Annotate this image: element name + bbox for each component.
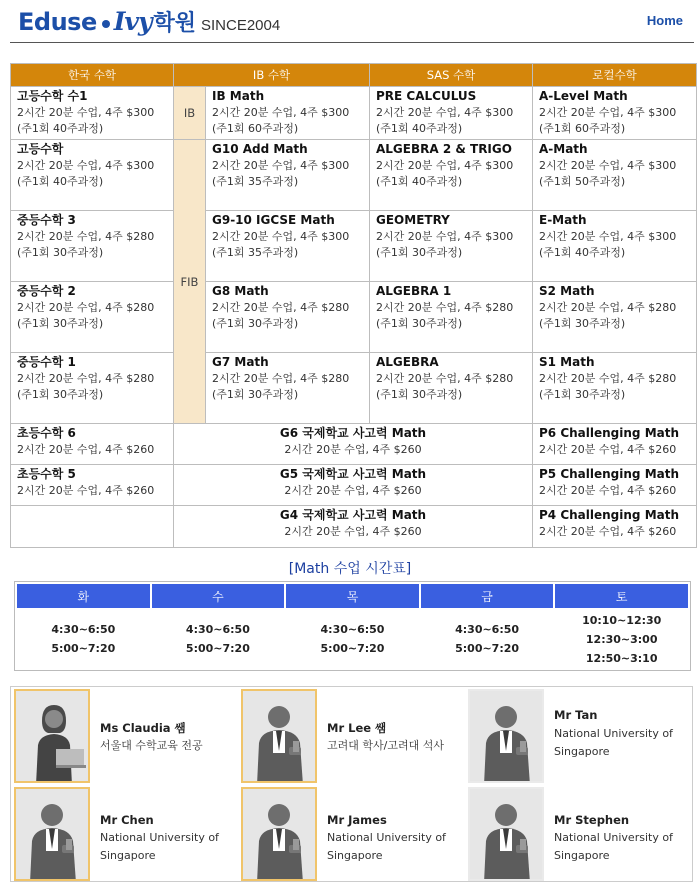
course-title: S2 Math	[539, 284, 595, 298]
course-title: A-Level Math	[539, 89, 628, 103]
course-cell-local	[533, 211, 697, 282]
course-cell-korean	[11, 353, 174, 424]
timetable-day-header: 수	[152, 584, 285, 608]
course-title: G6 국제학교 사고력 Math	[279, 426, 427, 440]
teacher-card[interactable]	[11, 687, 238, 785]
elementary-course-row	[11, 506, 697, 548]
timetable-day-slots	[17, 610, 150, 668]
course-cell-ib	[206, 140, 370, 211]
course-title: G9-10 IGCSE Math	[212, 213, 335, 227]
timetable-slot: 5:00~7:20	[320, 642, 385, 655]
course-cell-local	[533, 140, 697, 211]
course-table	[10, 63, 697, 548]
man-phone-icon	[468, 787, 544, 881]
teacher-description: National University of Singapore	[327, 831, 446, 862]
course-title: 초등수학 5	[17, 467, 76, 481]
course-cell-ib	[206, 87, 370, 140]
fib-side-label: FIB	[174, 140, 206, 424]
timetable-slot: 5:00~7:20	[51, 642, 116, 655]
course-row	[11, 140, 697, 211]
col-header-ib: IB 수학	[174, 64, 370, 87]
course-duration: (주1회 35주과정)	[212, 175, 299, 188]
timetable-slot: 12:50~3:10	[585, 651, 658, 665]
course-title: G8 Math	[212, 284, 269, 298]
course-duration: (주1회 30주과정)	[17, 246, 104, 259]
course-title: P4 Challenging Math	[539, 508, 680, 522]
course-cell-sas	[370, 353, 533, 424]
timetable-day-header: 금	[421, 584, 554, 608]
woman-laptop-icon	[14, 689, 90, 783]
col-header-local: 로컬수학	[533, 64, 697, 87]
course-title: 고등수학 수1	[17, 89, 88, 103]
course-cell-sas	[370, 140, 533, 211]
course-schedule-price: 2시간 20분 수업, 4주 $280	[376, 301, 514, 314]
course-duration: (주1회 40주과정)	[376, 175, 463, 188]
course-cell-ib	[206, 282, 370, 353]
course-schedule-price: 2시간 20분 수업, 4주 $280	[212, 372, 350, 385]
course-title: GEOMETRY	[376, 213, 450, 227]
course-cell-korean	[11, 211, 174, 282]
timetable-day-header: 토	[555, 584, 688, 608]
course-schedule-price: 2시간 20분 수업, 4주 $300	[17, 159, 155, 172]
course-title: PRE CALCULUS	[376, 89, 477, 103]
course-cell-korean	[11, 140, 174, 211]
course-duration: (주1회 30주과정)	[539, 317, 626, 330]
course-schedule-price: 2시간 20분 수업, 4주 $260	[284, 525, 422, 538]
course-schedule-price: 2시간 20분 수업, 4주 $260	[284, 484, 422, 497]
teacher-description: National University of Singapore	[554, 727, 673, 758]
ib-side-label: IB	[174, 87, 206, 140]
course-cell-korean	[11, 87, 174, 140]
timetable-slot: 4:30~6:50	[455, 623, 520, 636]
course-title: A-Math	[539, 142, 588, 156]
course-cell-international	[174, 506, 533, 548]
course-duration: (주1회 40주과정)	[17, 122, 104, 135]
teacher-card[interactable]	[465, 687, 692, 785]
course-title: G5 국제학교 사고력 Math	[279, 467, 427, 481]
logo-hakwon-text: 학원	[153, 11, 196, 36]
course-duration: (주1회 30주과정)	[212, 317, 299, 330]
course-schedule-price: 2시간 20분 수업, 4주 $300	[539, 230, 677, 243]
man-phone-icon	[14, 787, 90, 881]
timetable-slot: 4:30~6:50	[185, 623, 250, 636]
course-duration: (주1회 60주과정)	[212, 122, 299, 135]
course-schedule-price: 2시간 20분 수업, 4주 $300	[376, 159, 514, 172]
course-title: ALGEBRA	[376, 355, 439, 369]
course-title: ALGEBRA 1	[376, 284, 452, 298]
course-schedule-price: 2시간 20분 수업, 4주 $260	[539, 525, 677, 538]
course-schedule-price: 2시간 20분 수업, 4주 $300	[212, 106, 350, 119]
man-phone-icon	[241, 689, 317, 783]
course-title: G7 Math	[212, 355, 269, 369]
course-cell-local	[533, 465, 697, 506]
course-cell-korean	[11, 424, 174, 465]
course-row	[11, 211, 697, 282]
timetable-row	[17, 610, 688, 668]
teacher-name: Ms Claudia 쌤	[100, 721, 186, 735]
course-title: 초등수학 6	[17, 426, 76, 440]
teacher-description: National University of Singapore	[554, 831, 673, 862]
man-phone-icon	[468, 689, 544, 783]
course-cell-sas	[370, 87, 533, 140]
course-schedule-price: 2시간 20분 수업, 4주 $260	[17, 484, 155, 497]
teacher-name: Mr Lee 쌤	[327, 721, 387, 735]
course-title: P5 Challenging Math	[539, 467, 680, 481]
course-schedule-price: 2시간 20분 수업, 4주 $260	[539, 443, 677, 456]
course-schedule-price: 2시간 20분 수업, 4주 $300	[212, 230, 350, 243]
timetable-slot: 4:30~6:50	[51, 623, 116, 636]
course-title: 중등수학 2	[17, 284, 76, 298]
timetable-day-slots	[286, 610, 419, 668]
timetable-slot: 5:00~7:20	[455, 642, 520, 655]
course-duration: (주1회 35주과정)	[212, 246, 299, 259]
course-schedule-price: 2시간 20분 수업, 4주 $260	[539, 484, 677, 497]
course-title: S1 Math	[539, 355, 595, 369]
timetable-day-slots	[152, 610, 285, 668]
course-duration: (주1회 30주과정)	[17, 317, 104, 330]
timetable-day-slots	[421, 610, 554, 668]
logo-ivy-text: Ivy	[113, 7, 152, 36]
course-title: P6 Challenging Math	[539, 426, 680, 440]
course-cell-local	[533, 87, 697, 140]
logo-dot-icon	[102, 20, 110, 28]
course-cell-ib	[206, 353, 370, 424]
teacher-card[interactable]	[465, 785, 692, 883]
course-schedule-price: 2시간 20분 수업, 4주 $280	[539, 372, 677, 385]
elementary-course-row	[11, 465, 697, 506]
course-schedule-price: 2시간 20분 수업, 4주 $300	[376, 106, 514, 119]
site-header	[0, 0, 700, 44]
teacher-grid	[10, 686, 693, 882]
course-schedule-price: 2시간 20분 수업, 4주 $280	[212, 301, 350, 314]
course-cell-local	[533, 424, 697, 465]
course-cell-korean	[11, 465, 174, 506]
course-duration: (주1회 40주과정)	[539, 246, 626, 259]
timetable-day-header: 화	[17, 584, 150, 608]
teacher-description: 고려대 학사/고려대 석사	[327, 739, 444, 752]
timetable-slot: 4:30~6:50	[320, 623, 385, 636]
course-title: G4 국제학교 사고력 Math	[279, 508, 427, 522]
course-cell-korean	[11, 506, 174, 548]
course-schedule-price: 2시간 20분 수업, 4주 $280	[17, 301, 155, 314]
course-schedule-price: 2시간 20분 수업, 4주 $300	[17, 106, 155, 119]
course-duration: (주1회 40주과정)	[17, 175, 104, 188]
course-duration: (주1회 50주과정)	[539, 175, 626, 188]
col-header-sas: SAS 수학	[370, 64, 533, 87]
course-title: ALGEBRA 2 & TRIGO	[376, 142, 512, 156]
timetable-header-row	[17, 584, 688, 608]
timetable-slot: 12:30~3:00	[585, 632, 658, 646]
course-row	[11, 87, 697, 140]
teacher-name: Mr Stephen	[554, 813, 630, 827]
course-duration: (주1회 30주과정)	[212, 388, 299, 401]
course-duration: (주1회 30주과정)	[376, 317, 463, 330]
teacher-name: Mr Chen	[100, 813, 154, 827]
course-duration: (주1회 30주과정)	[539, 388, 626, 401]
logo-since-text: SINCE2004	[201, 17, 281, 34]
timetable-day-header: 목	[286, 584, 419, 608]
timetable-slot: 10:10~12:30	[582, 613, 662, 627]
teacher-description: 서울대 수학교육 전공	[100, 739, 203, 752]
timetable-title: [Math 수업 시간표]	[288, 561, 412, 577]
teacher-card[interactable]	[238, 687, 465, 785]
course-duration: (주1회 60주과정)	[539, 122, 626, 135]
timetable-slot: 5:00~7:20	[185, 642, 250, 655]
course-title: E-Math	[539, 213, 587, 227]
course-title: G10 Add Math	[212, 142, 308, 156]
site-logo[interactable]	[18, 6, 280, 36]
course-title: 고등수학	[17, 142, 64, 156]
course-title: IB Math	[212, 89, 265, 103]
teacher-card[interactable]	[11, 785, 238, 883]
course-schedule-price: 2시간 20분 수업, 4주 $300	[212, 159, 350, 172]
course-duration: (주1회 30주과정)	[376, 246, 463, 259]
teacher-name: Mr James	[327, 813, 387, 827]
course-table-header-row	[11, 64, 697, 87]
course-cell-sas	[370, 282, 533, 353]
course-cell-international	[174, 465, 533, 506]
teacher-name: Mr Tan	[554, 708, 598, 722]
teacher-description: National University of Singapore	[100, 831, 219, 862]
course-duration: (주1회 30주과정)	[376, 388, 463, 401]
course-schedule-price: 2시간 20분 수업, 4주 $280	[17, 230, 155, 243]
course-cell-korean	[11, 282, 174, 353]
course-schedule-price: 2시간 20분 수업, 4주 $260	[284, 443, 422, 456]
home-link[interactable]: Home	[646, 13, 683, 28]
course-cell-international	[174, 424, 533, 465]
course-cell-local	[533, 506, 697, 548]
course-title: 중등수학 1	[17, 355, 76, 369]
course-cell-ib	[206, 211, 370, 282]
logo-eduse-text: Eduse	[18, 8, 97, 36]
course-cell-sas	[370, 211, 533, 282]
course-duration: (주1회 30주과정)	[17, 388, 104, 401]
course-schedule-price: 2시간 20분 수업, 4주 $280	[376, 372, 514, 385]
course-schedule-price: 2시간 20분 수업, 4주 $300	[539, 106, 677, 119]
course-title: 중등수학 3	[17, 213, 76, 227]
timetable-day-slots	[555, 610, 688, 668]
timetable	[14, 581, 691, 671]
man-phone-icon	[241, 787, 317, 881]
elementary-course-row	[11, 424, 697, 465]
course-schedule-price: 2시간 20분 수업, 4주 $300	[376, 230, 514, 243]
course-row	[11, 282, 697, 353]
course-cell-local	[533, 353, 697, 424]
header-divider	[10, 42, 694, 43]
course-cell-local	[533, 282, 697, 353]
course-duration: (주1회 40주과정)	[376, 122, 463, 135]
course-schedule-price: 2시간 20분 수업, 4주 $280	[17, 372, 155, 385]
course-row	[11, 353, 697, 424]
teacher-card[interactable]	[238, 785, 465, 883]
col-header-korean: 한국 수학	[11, 64, 174, 87]
course-schedule-price: 2시간 20분 수업, 4주 $280	[539, 301, 677, 314]
course-schedule-price: 2시간 20분 수업, 4주 $300	[539, 159, 677, 172]
course-schedule-price: 2시간 20분 수업, 4주 $260	[17, 443, 155, 456]
